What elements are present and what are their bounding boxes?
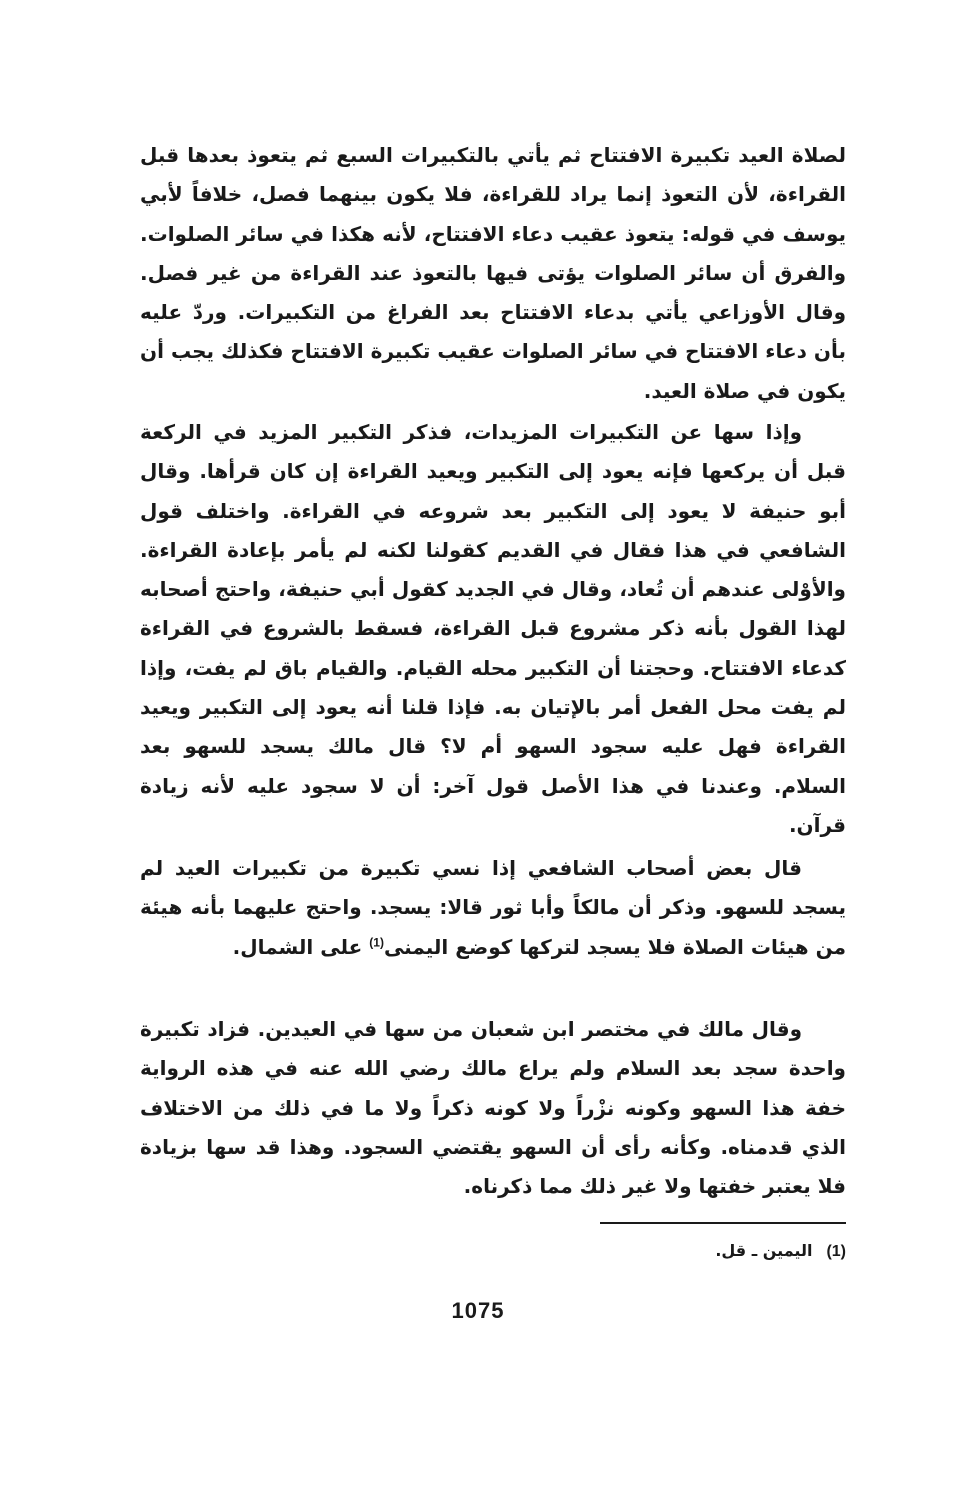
paragraph-1 [140,136,846,411]
paragraph-2-text: وإذا سها عن التكبيرات المزيدات، فذكر التكبير المزيد في الركعة قبل أن يركعها فإنه يعود إلى التكبير ويعيد القراءة إن كان قرأها. وقال أبو حنيفة لا يعود إلى التكبير بعد شروعه في القراءة. واختلف قول الشافعي في هذا فقال في القديم كقولنا لكنه لم يأمر بإعادة القراءة. والأوْلى عندهم أن تُعاد، وقال في الجديد كقول أبي حنيفة، واحتج أصحابه لهذا القول بأنه ذكر مشروع قبل القراءة، فسقط بالشروع في القراءة كدعاء الافتتاح. وحجتنا أن التكبير محله القيام. والقيام باق لم يفت، وإذا لم يفت محل الفعل أمر بالإتيان به. فإذا قلنا أنه يعود إلى التكبير ويعيد القراءة فهل عليه سجود السهو أم لا؟ قال مالك يسجد للسهو بعد السلام. وعندنا في هذا الأصل قول آخر: أن لا سجود عليه لأنه زيادة قرآن. [140,420,846,837]
paragraph-3 [140,849,846,967]
paragraph-3-text-before: قال بعض أصحاب الشافعي إذا نسي تكبيرة من تكبيرات العيد لم يسجد للسهو. وذكر أن مالكاً وأبا ثور قالا: يسجد. واحتج عليهما بأنه هيئة من هيئات الصلاة فلا يسجد لتركها كوضع اليمنى [140,856,846,959]
paragraph-2 [140,413,846,845]
footnote-number: (1) [826,1243,846,1260]
paragraph-1-text: لصلاة العيد تكبيرة الافتتاح ثم يأتي بالتكبيرات السبع ثم يتعوذ بعدها قبل القراءة، لأن التعوذ إنما يراد للقراءة، فلا يكون بينهما فصل، خلافاً لأبي يوسف في قوله: يتعوذ عقيب دعاء الافتتاح، لأنه هكذا في سائر الصلوات. والفرق أن سائر الصلوات يؤتى فيها بالتعوذ عند القراءة من غير فصل. وقال الأوزاعي يأتي بدعاء الافتتاح بعد الفراغ من التكبيرات. وردّ عليه بأن دعاء الافتتاح في سائر الصلوات عقيب تكبيرة الافتتاح فكذلك يجب أن يكون في صلاة العيد. [140,143,846,403]
paragraph-4 [140,1010,846,1206]
footnote-text: اليمين ـ قل. [715,1241,813,1260]
paragraph-4-text: وقال مالك في مختصر ابن شعبان من سها في العيدين. فزاد تكبيرة واحدة سجد بعد السلام ولم يراع مالك رضي الله عنه في هذه الرواية خفة هذا السهو وكونه نزْراً ولا كونه ذكراً ولا ما في ذلك من الاختلاف الذي قدمناه. وكأنه رأى أن السهو يقتضي السجود. وهذا قد سها بزيادة فلا يعتبر خفتها ولا غير ذلك مما ذكرناه. [140,1017,846,1199]
page-number: 1075 [451,1298,505,1323]
paragraph-3-text-after: على الشمال. [232,934,370,959]
footnote [500,1238,846,1265]
footnote-divider [600,1222,846,1224]
footnote-reference[interactable]: (1) [369,934,384,949]
